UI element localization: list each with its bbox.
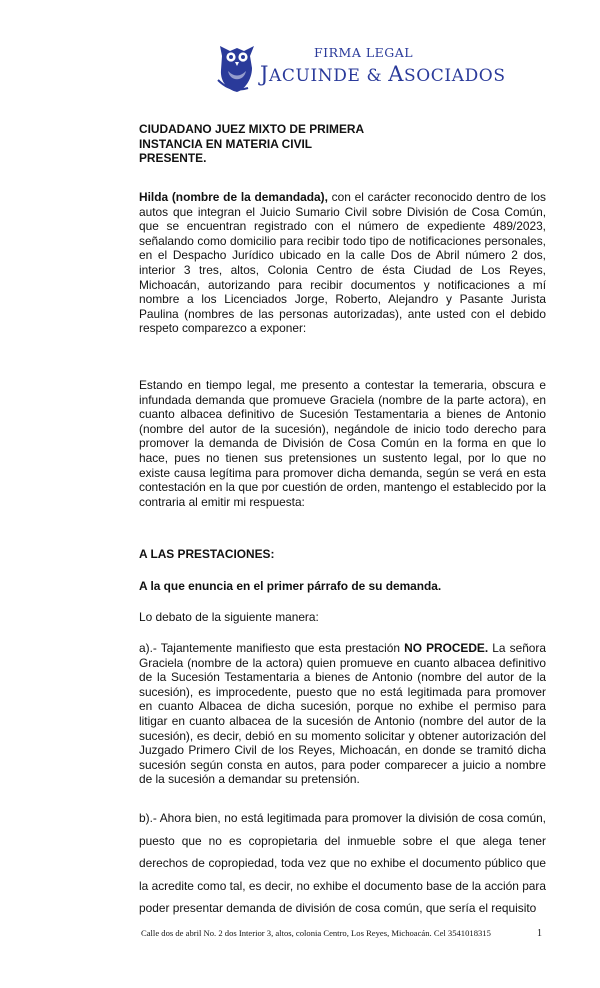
point-a-paragraph: a).- Tajantemente manifiesto que esta prestación NO PROCEDE. La señora Graciela (nombre de la actora) quien promueve en cuanto albacea definitivo de la Sucesión Testamentaria a bienes de Antonio (nombre del autor de la sucesión), es improcedente, puesto que no está legitimada para promover en cuanto Albacea de dicha sucesión, porque no exhibe el permiso para litigar en cuanto albacea de la sucesión de Antonio (nombre del autor de la sucesión), es decir, debió en su momento solicitar y obtener autorización del Juzgado Primero Civil de los Reyes, Michoacán, en donde se tramitó dicha sucesión según consta en autos, para poder comparecer a juicio a nombre de la sucesión a demandar su pretensión.	[139, 641, 546, 787]
firm-name: JACUINDE & ASOCIADOS	[260, 62, 506, 86]
defendant-name: Hilda (nombre de la demandada),	[139, 190, 328, 204]
owl-logo-icon	[214, 40, 260, 94]
addressee-block	[139, 122, 364, 166]
subheading: A la que enuncia en el primer párrafo de su demanda.	[139, 579, 442, 593]
page-number: 1	[537, 928, 542, 939]
no-procede-label: NO PROCEDE.	[404, 641, 489, 655]
debate-line: Lo debato de la siguiente manera:	[139, 610, 319, 624]
intro-text: con el carácter reconocido dentro de los autos que integran el Juicio Sumario Civil sobre División de Cosa Común, que se encuentran registrado con el número de expediente 489/2023, señalando como domicilio para recibir todo tipo de notificaciones personales, en el Despacho Jurídico ubicado en la calle Dos de Abril número 2 dos, interior 3 tres, altos, Colonia Centro de ésta Ciudad de Los Reyes, Michoacán, autorizando para recibir documentos y notificaciones a mí nombre a los Licenciados Jorge, Roberto, Alejandro y Pasante Jurista Paulina (nombres de las personas autorizadas), ante usted con el debido respeto comparezco a exponer:	[139, 190, 546, 336]
section-heading: A LAS PRESTACIONES:	[139, 547, 275, 561]
addressee-line-3: PRESENTE.	[139, 151, 207, 165]
answer-intro-paragraph	[139, 378, 546, 509]
firm-letterhead	[214, 40, 506, 96]
intro-paragraph	[139, 190, 546, 336]
firm-label: FIRMA LEGAL	[314, 45, 414, 60]
point-b-paragraph: b).- Ahora bien, no está legitimada para promover la división de cosa común, puesto que no es copropietaria del inmueble sobre el que alega tener derechos de copropiedad, toda vez que no exhibe el documento público que la acredite como tal, es decir, no exhibe el documento base de la acción para poder presentar demanda de división de cosa común, que sería el requisito	[139, 811, 546, 916]
answer-intro-text: Estando en tiempo legal, me presento a contestar la temeraria, obscura e infundada demanda que promueve Graciela (nombre de la parte actora), en cuanto albacea definitivo de Sucesión Testamentaria a bienes de Antonio (nombre del autor de la sucesión), negándole de inicio todo derecho para promover la demanda de División de Cosa Común en la forma en que lo hace, pues no tienen sus pretensiones un sustento legal, por lo que no existe causa legítima para promover dicha demanda, según se verá en esta contestación en la que por cuestión de orden, mantengo el establecido por la contraria al emitir mi respuesta:	[139, 378, 546, 509]
footer-address: Calle dos de abril No. 2 dos Interior 3, altos, colonia Centro, Los Reyes, Michoacán. Cel 3541018315	[141, 928, 491, 938]
addressee-line-1: CIUDADANO JUEZ MIXTO DE PRIMERA	[139, 122, 365, 136]
addressee-line-2: INSTANCIA EN MATERIA CIVIL	[139, 136, 313, 151]
